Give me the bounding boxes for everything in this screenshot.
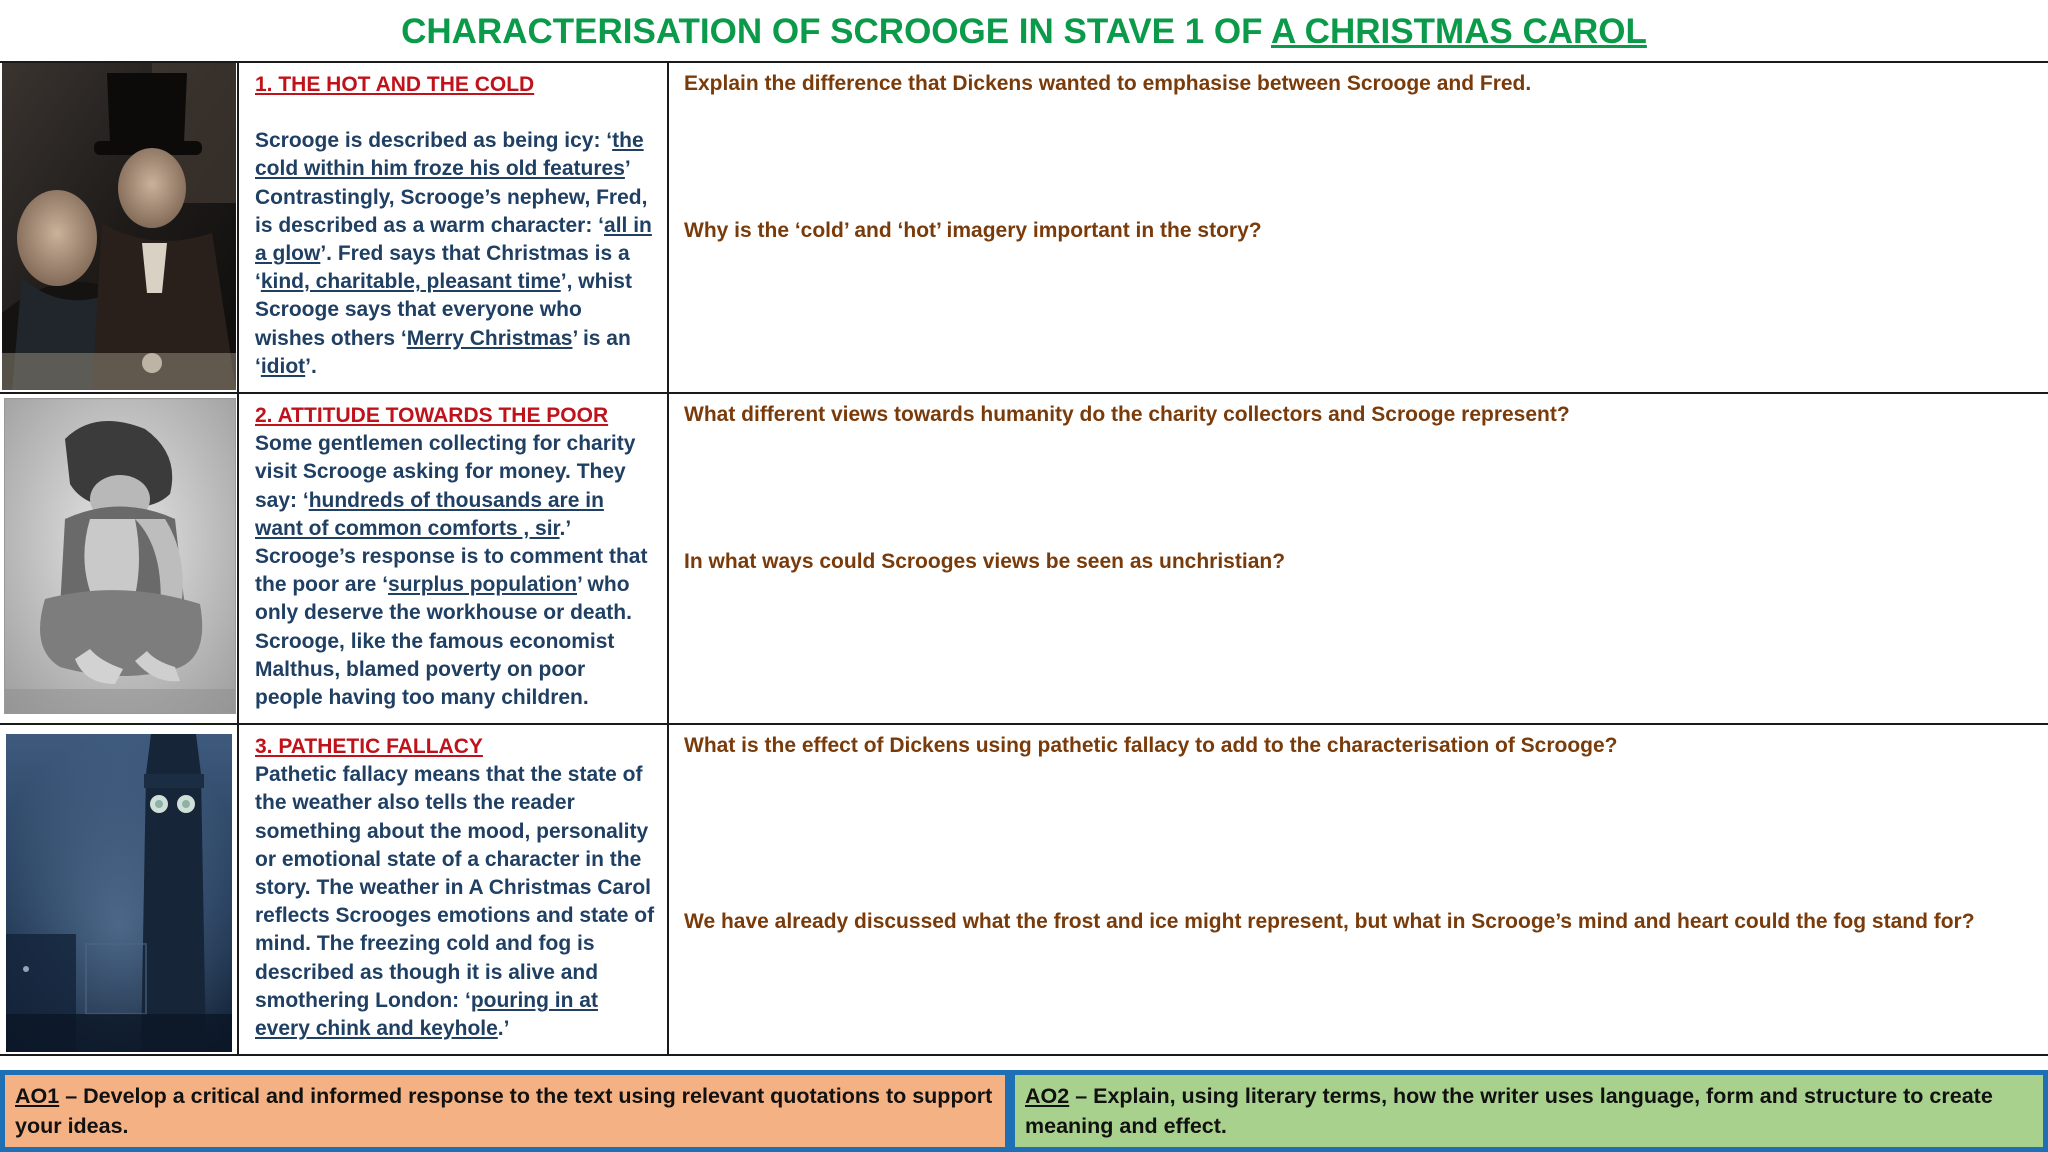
section-2-text-part: .’ Scrooge’s response is to comment that the poor are ‘ bbox=[255, 516, 648, 597]
column-divider-text bbox=[667, 61, 669, 1056]
section-1-text-part: ’, whist Scrooge says that everyone who wishes others ‘ bbox=[255, 270, 632, 350]
section-2-heading: 2. ATTITUDE TOWARDS THE POOR bbox=[255, 404, 609, 427]
ao1-box bbox=[0, 1070, 1010, 1152]
title-book: A CHRISTMAS CAROL bbox=[1270, 12, 1647, 51]
section-1-text-part: ’ is an ‘ bbox=[255, 326, 631, 378]
section-3-text-part: .’ bbox=[497, 1017, 510, 1041]
content-table bbox=[0, 61, 2048, 1056]
foggy-clock-tower-illustration bbox=[6, 734, 232, 1052]
section-1-quote: all in a glow bbox=[255, 213, 652, 266]
section-1-text bbox=[255, 71, 655, 381]
section-1-heading: 1. THE HOT AND THE COLD bbox=[255, 73, 535, 96]
section-3-question-2: We have already discussed what the frost and ice might represent, but what in Scrooge’s mind and heart could the fog stand for? bbox=[684, 910, 1975, 933]
section-2-quote: surplus population bbox=[388, 573, 578, 597]
section-1-text-part: Scrooge is described as being icy: ‘ bbox=[255, 129, 613, 153]
title-prefix: CHARACTERISATION OF SCROOGE IN STAVE 1 OF bbox=[401, 12, 1271, 51]
section-3-question-1: What is the effect of Dickens using pathetic fallacy to add to the characterisation of Scrooge? bbox=[684, 734, 1618, 757]
section-3-text-part: Pathetic fallacy means that the state of the weather also tells the reader something about the mood, personality or emotional state of a character in the story. The weather in A Christmas Carol reflects Scrooges emotions and state of mind. The freezing cold and fog is described as though it is alive and smothering London: ‘ bbox=[255, 763, 655, 1012]
section-2-question-2: In what ways could Scrooges views be seen as unchristian? bbox=[684, 550, 1286, 573]
section-2-text-part: Some gentlemen collecting for charity visit Scrooge asking for money. They say: ‘ bbox=[255, 432, 636, 512]
section-1-text-part: ’. bbox=[305, 354, 317, 378]
section-1-quote: the cold within him froze his old features bbox=[255, 129, 644, 181]
section-3-heading: 3. PATHETIC FALLACY bbox=[255, 735, 483, 758]
scrooge-and-fred-photo bbox=[2, 63, 236, 390]
section-2-text bbox=[255, 402, 655, 712]
section-2-text-part: ’ who only deserve the workhouse or death. Scrooge, like the famous economist Malthus, blamed poverty on poor people having too many children. bbox=[255, 573, 632, 710]
section-2-question-1: What different views towards humanity do the charity collectors and Scrooge represent? bbox=[684, 403, 1570, 426]
section-2-quote: hundreds of thousands are in want of common comforts , sir bbox=[255, 488, 604, 540]
section-3-quote: pouring in at every chink and keyhole bbox=[255, 988, 598, 1041]
ao1-code: AO1 bbox=[15, 1084, 60, 1108]
ao2-box bbox=[1010, 1070, 2048, 1152]
poor-child-photo bbox=[4, 398, 236, 714]
section-1-quote: Merry Christmas bbox=[406, 326, 573, 350]
table-border-bottom bbox=[0, 1054, 2048, 1056]
column-divider-image bbox=[237, 61, 239, 1056]
ao1-text: – Develop a critical and informed response to the text using relevant quotations to support your ideas. bbox=[15, 1084, 993, 1138]
ao2-code: AO2 bbox=[1025, 1084, 1070, 1108]
section-1-question-1: Explain the difference that Dickens wanted to emphasise between Scrooge and Fred. bbox=[684, 72, 1532, 95]
row-divider-1 bbox=[0, 392, 2048, 394]
section-1-question-2: Why is the ‘cold’ and ‘hot’ imagery important in the story? bbox=[684, 219, 1262, 242]
page-title bbox=[0, 6, 2048, 58]
section-1-text-part: ’. Fred says that Christmas is a ‘ bbox=[255, 242, 630, 294]
ao2-text: – Explain, using literary terms, how the writer uses language, form and structure to create meaning and effect. bbox=[1025, 1084, 1993, 1138]
section-1-quote: idiot bbox=[260, 354, 306, 378]
table-border-top bbox=[0, 61, 2048, 63]
section-3-text bbox=[255, 733, 655, 1043]
section-1-quote: kind, charitable, pleasant time bbox=[260, 270, 561, 294]
section-1-text-part: ’ Contrastingly, Scrooge’s nephew, Fred, is described as a warm character: ‘ bbox=[255, 157, 648, 237]
row-divider-2 bbox=[0, 723, 2048, 725]
